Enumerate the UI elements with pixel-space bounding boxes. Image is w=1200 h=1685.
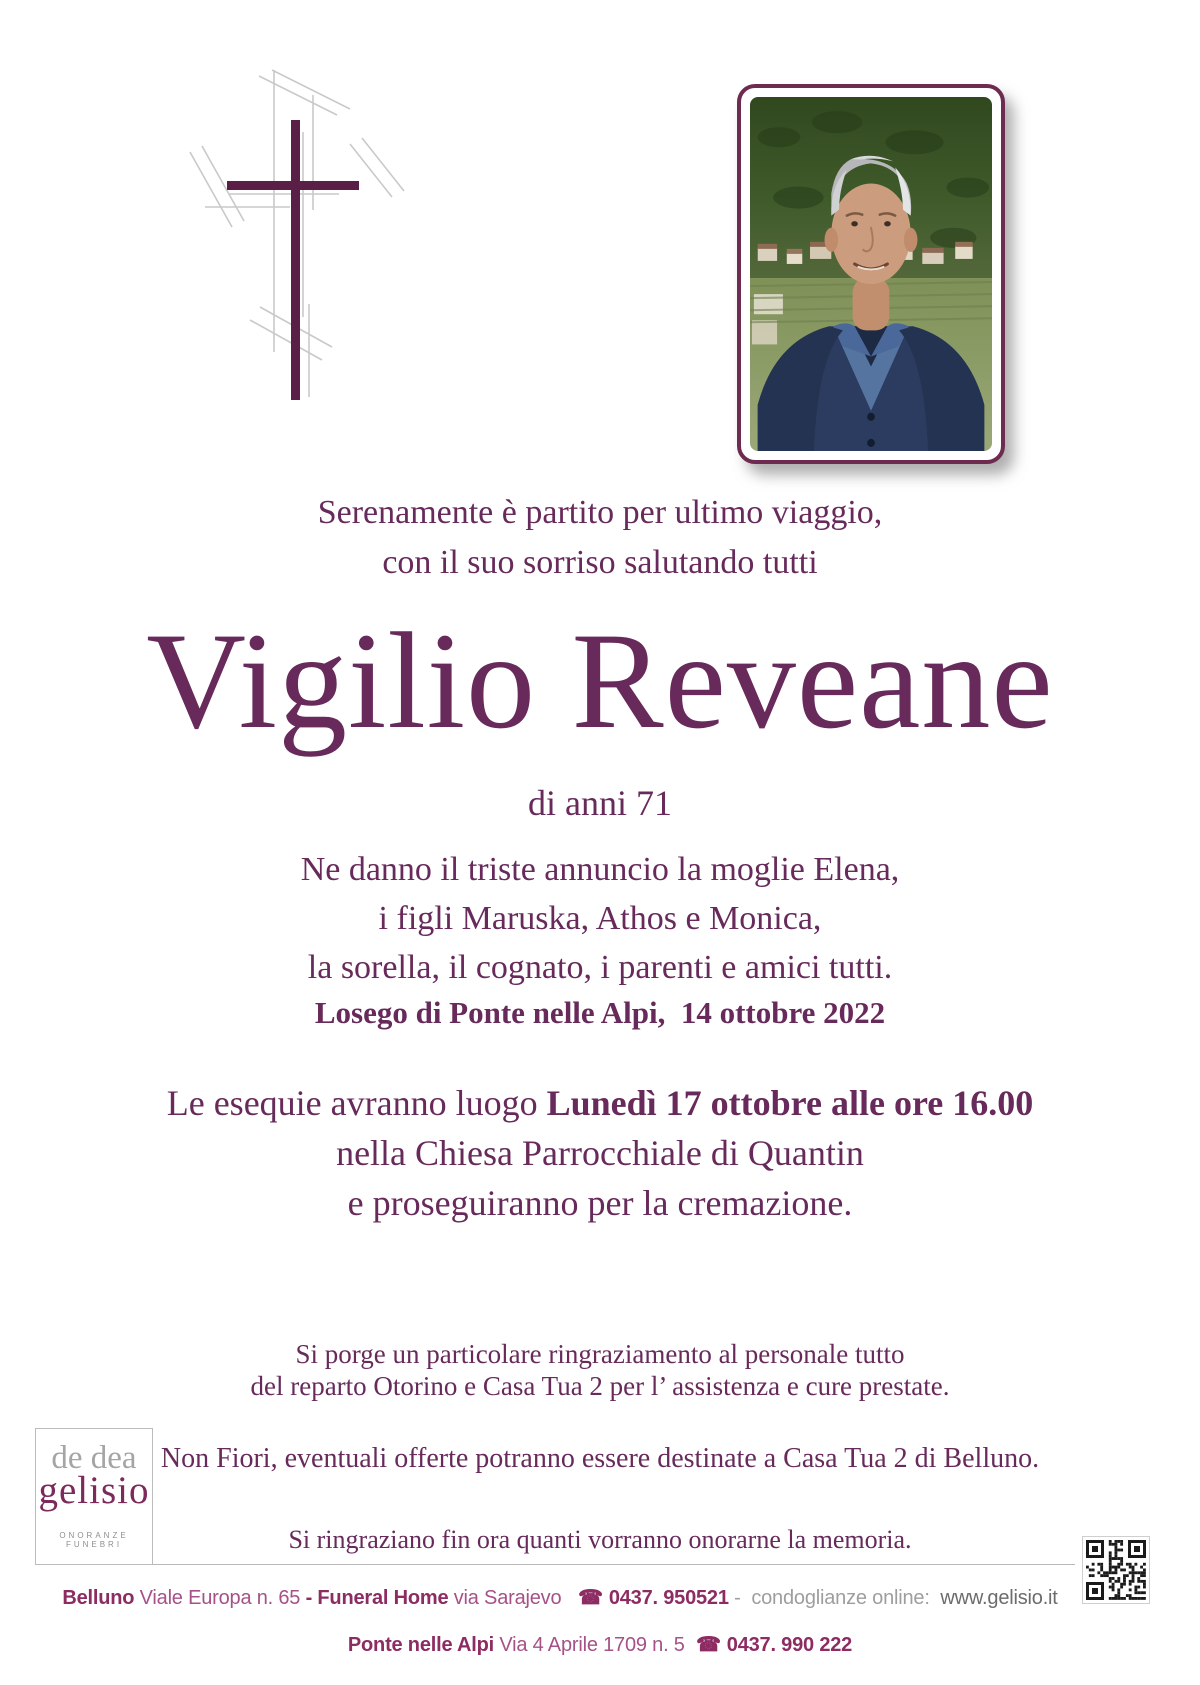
- latin-cross-icon: [172, 52, 428, 404]
- footer-line1: [0, 1585, 1120, 1610]
- logo-subtitle: ONORANZE FUNEBRI: [59, 1531, 129, 1549]
- announcement-line3: la sorella, il cognato, i parenti e amici tutti.: [307, 949, 893, 986]
- portrait-photo: [737, 84, 1005, 464]
- announcement-line2: i figli Maruska, Athos e Monica,: [378, 900, 822, 937]
- epigraph-line1: Serenamente è partito per ultimo viaggio,: [317, 494, 883, 531]
- funeral-details: [0, 1078, 1200, 1228]
- footer-website: www.gelisio.it: [940, 1587, 1058, 1609]
- funeral-datetime: Lunedì 17 ottobre alle ore 16.00: [546, 1083, 1034, 1123]
- memoria-note: Si ringraziano fin ora quanti vorranno onorarne la memoria.: [288, 1525, 912, 1554]
- footer-condolences-label: condoglianze online:: [745, 1587, 941, 1609]
- footer-address1: Viale Europa n. 65: [134, 1587, 306, 1609]
- phone-icon: ☎: [578, 1587, 603, 1609]
- logo-name-line2: gelisio: [38, 1469, 150, 1512]
- place-date-line: Losego di Ponte nelle Alpi, 14 ottobre 2022: [314, 995, 886, 1030]
- footer-divider: [153, 1564, 1075, 1565]
- funeral-line1: [0, 1078, 1200, 1128]
- funeral-line3: e proseguiranno per la cremazione.: [347, 1183, 853, 1223]
- announcement-line1: Ne danno il triste annuncio la moglie Elena,: [300, 851, 900, 888]
- epigraph: [0, 488, 1200, 588]
- epigraph-line2: con il suo sorriso salutando tutti: [382, 544, 818, 581]
- funeral-intro: Le esequie avranno luogo: [166, 1083, 547, 1123]
- flowers-note: Non Fiori, eventuali offerte potranno essere destinate a Casa Tua 2 di Belluno.: [160, 1443, 1040, 1474]
- footer-funeral-home-label: - Funeral Home: [305, 1587, 449, 1609]
- footer-separator: -: [728, 1587, 746, 1609]
- footer-line2: [0, 1632, 1200, 1657]
- footer-phone1: 0437. 950521: [608, 1587, 729, 1609]
- funeral-home-logo: [35, 1428, 153, 1565]
- portrait-image: [750, 97, 992, 451]
- family-announcement: [0, 845, 1200, 992]
- footer-city1: Belluno: [62, 1587, 135, 1609]
- footer-funeral-home-address: via Sarajevo: [448, 1587, 573, 1609]
- thanks-line1: Si porge un particolare ringraziamento al personale tutto: [295, 1339, 905, 1369]
- phone-icon: ☎: [696, 1634, 721, 1656]
- funeral-line2: nella Chiesa Parrocchiale di Quantin: [336, 1133, 864, 1173]
- thanks-paragraph: [0, 1338, 1200, 1402]
- logo-name-line1: de dea: [51, 1440, 137, 1476]
- deceased-age: di anni 71: [528, 783, 672, 823]
- footer-address2: Via 4 Aprile 1709 n. 5: [493, 1634, 691, 1656]
- deceased-name: Vigilio Reveane: [146, 604, 1054, 757]
- footer-phone2: 0437. 990 222: [726, 1634, 853, 1656]
- thanks-line2: del reparto Otorino e Casa Tua 2 per l’ assistenza e cure prestate.: [250, 1371, 950, 1401]
- footer-city2: Ponte nelle Alpi: [347, 1634, 494, 1656]
